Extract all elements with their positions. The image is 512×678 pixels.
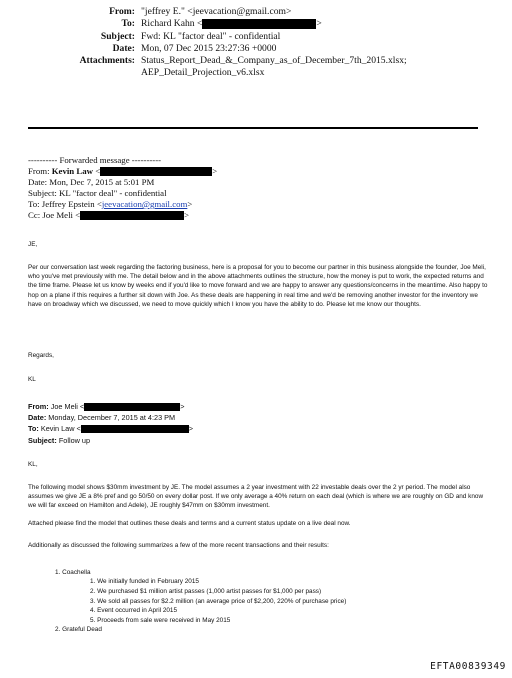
redaction-box bbox=[81, 425, 189, 433]
message2-date-value: Monday, December 7, 2015 at 4:23 PM bbox=[46, 413, 176, 423]
email-header bbox=[0, 6, 512, 80]
header-from-label: From: bbox=[109, 6, 135, 17]
forwarded-from-prefix: From: bbox=[28, 166, 52, 176]
message2-date-label: Date: bbox=[28, 413, 47, 423]
message2-from bbox=[28, 401, 488, 412]
forwarded-to-prefix: To: Jeffrey Epstein < bbox=[28, 199, 102, 209]
forwarded-cc-prefix: Cc: Joe Meli < bbox=[28, 210, 81, 220]
attachment-2: AEP_Detail_Projection_v6.xlsx bbox=[141, 67, 265, 79]
forwarded-from-close: > bbox=[212, 166, 218, 176]
forwarded-from bbox=[28, 166, 217, 177]
document-id: EFTA00839349 bbox=[430, 661, 506, 672]
message2-date bbox=[28, 412, 488, 423]
message1-regards: Regards, bbox=[28, 352, 54, 359]
message1-greeting-block bbox=[28, 240, 488, 249]
redaction-box bbox=[84, 403, 180, 411]
forwarded-subject: Subject: KL "factor deal" - confidential bbox=[28, 188, 167, 198]
message2-to-value: Kevin Law < bbox=[38, 424, 81, 434]
message1-body bbox=[28, 263, 488, 309]
message2-to-label: To: bbox=[28, 424, 39, 434]
forwarded-cc bbox=[28, 210, 217, 221]
forwarded-header bbox=[28, 155, 217, 221]
message2-paragraph1-block bbox=[28, 483, 488, 511]
message2-to bbox=[28, 423, 488, 434]
message1-regards-block bbox=[28, 351, 488, 360]
header-to-label: To: bbox=[121, 18, 135, 30]
message1-signature: KL bbox=[28, 376, 36, 383]
forwarded-to bbox=[28, 199, 217, 210]
forwarded-to-suffix: > bbox=[187, 199, 193, 209]
message2-from-value: Joe Meli < bbox=[48, 402, 85, 411]
header-subject-value: Fwd: KL "factor deal" - confidential bbox=[141, 30, 281, 42]
message2-from-suffix: > bbox=[180, 402, 185, 411]
header-attachments-row bbox=[0, 55, 512, 67]
message2-paragraph2: Attached please find the model that outlines these deals and terms and a current status update on a live deal now. bbox=[28, 520, 351, 527]
list-item-coachella: 1. Coachella bbox=[55, 569, 91, 576]
forwarded-date: Date: Mon, Dec 7, 2015 at 5:01 PM bbox=[28, 177, 155, 187]
message2-greeting: KL, bbox=[28, 461, 38, 468]
redaction-box bbox=[80, 211, 184, 220]
list-subitem: 2. We purchased $1 million artist passes (1,000 artist passes for $1,000 per pass) bbox=[90, 588, 322, 595]
header-divider bbox=[28, 127, 478, 129]
list-subitem: 4. Event occurred in April 2015 bbox=[90, 607, 178, 614]
header-to-value: Richard Kahn < bbox=[141, 18, 203, 30]
forwarded-marker: ---------- Forwarded message ---------- bbox=[28, 155, 162, 165]
header-date-value: Mon, 07 Dec 2015 23:27:36 +0000 bbox=[141, 42, 277, 54]
forwarded-to-email-link[interactable]: jeevacation@gmail.com bbox=[101, 199, 188, 209]
attachment-1: Status_Report_Dead_&_Company_as_of_December_7th_2015.xlsx; bbox=[141, 55, 407, 67]
message2-to-suffix: > bbox=[188, 424, 194, 434]
message2-from-label: From: bbox=[28, 402, 49, 411]
list-item-grateful-dead: 2. Grateful Dead bbox=[55, 626, 102, 633]
message2-header bbox=[28, 401, 488, 446]
header-attachments-row-2 bbox=[0, 67, 512, 79]
list-subitem: 1. We initially funded in February 2015 bbox=[90, 578, 199, 585]
forwarded-cc-suffix: > bbox=[184, 210, 190, 220]
header-subject-label: Subject: bbox=[100, 30, 135, 42]
message2-paragraph1: The following model shows $30mm investment by JE. The model assumes a 2 year investment with 22 investable deals over the 2 yr period. The model also assumes we give JE a 8% pref and go 50/50 on every dollar post. If we only average a 40% return on each deal (which is where we are roughly on GD and know we will far exceed on Hamilton and Adele), JE roughly $47mm on $30mm investment. bbox=[28, 484, 484, 510]
header-from-row bbox=[0, 6, 512, 18]
message2-subject bbox=[28, 435, 488, 446]
redaction-box bbox=[202, 19, 316, 29]
message2-greeting-block bbox=[28, 460, 488, 469]
forwarded-from-open: < bbox=[93, 166, 101, 176]
message1-greeting: JE, bbox=[28, 241, 38, 248]
header-from-value: "jeffrey E." <jeevacation@gmail.com> bbox=[141, 6, 292, 17]
message2-subject-label: Subject: bbox=[28, 435, 57, 445]
list-subitem: 5. Proceeds from sale were received in May 2015 bbox=[90, 617, 231, 624]
message1-signature-block bbox=[28, 375, 488, 384]
header-to-value-wrap bbox=[141, 18, 322, 30]
header-to-row bbox=[0, 18, 512, 30]
list-subitem: 3. We sold all passes for $2.2 million (an average price of $2,200, 220% of purchase price) bbox=[90, 598, 347, 605]
message2-subject-value: Follow up bbox=[56, 435, 91, 445]
header-to-suffix: > bbox=[316, 18, 322, 30]
message2-paragraph3-block bbox=[28, 541, 488, 550]
message2-paragraph3: Additionally as discussed the following summarizes a few of the more recent transactions and their results: bbox=[28, 542, 329, 549]
forwarded-from-name: Kevin Law bbox=[51, 166, 94, 176]
message1-paragraph: Per our conversation last week regarding the factoring business, here is a proposal for you to become our partner in this business alongside the founder, Joe Meli, who you've met previously with me. The detail below and in the above attachments outlines the structure, how the money is put to work, the expected returns and the time frame. Please let us know by weeks end if you'd like to move forward and we are happy to answer any questions/concerns in the meantime. Also happy to hop on a plane if this requires a further sit down with Joe. As these deals are happening in real time and we'd be removing another investor for the inventory we have on broadway which we discussed, we need to move quickly which I know you have the ability to do. Please let me know our thoughts. bbox=[28, 264, 488, 308]
message2-paragraph2-block bbox=[28, 519, 488, 528]
header-date-row bbox=[0, 43, 512, 55]
header-date-label: Date: bbox=[112, 42, 135, 54]
redaction-box bbox=[100, 167, 212, 176]
header-subject-row bbox=[0, 31, 512, 43]
header-attachments-label: Attachments: bbox=[79, 55, 135, 67]
